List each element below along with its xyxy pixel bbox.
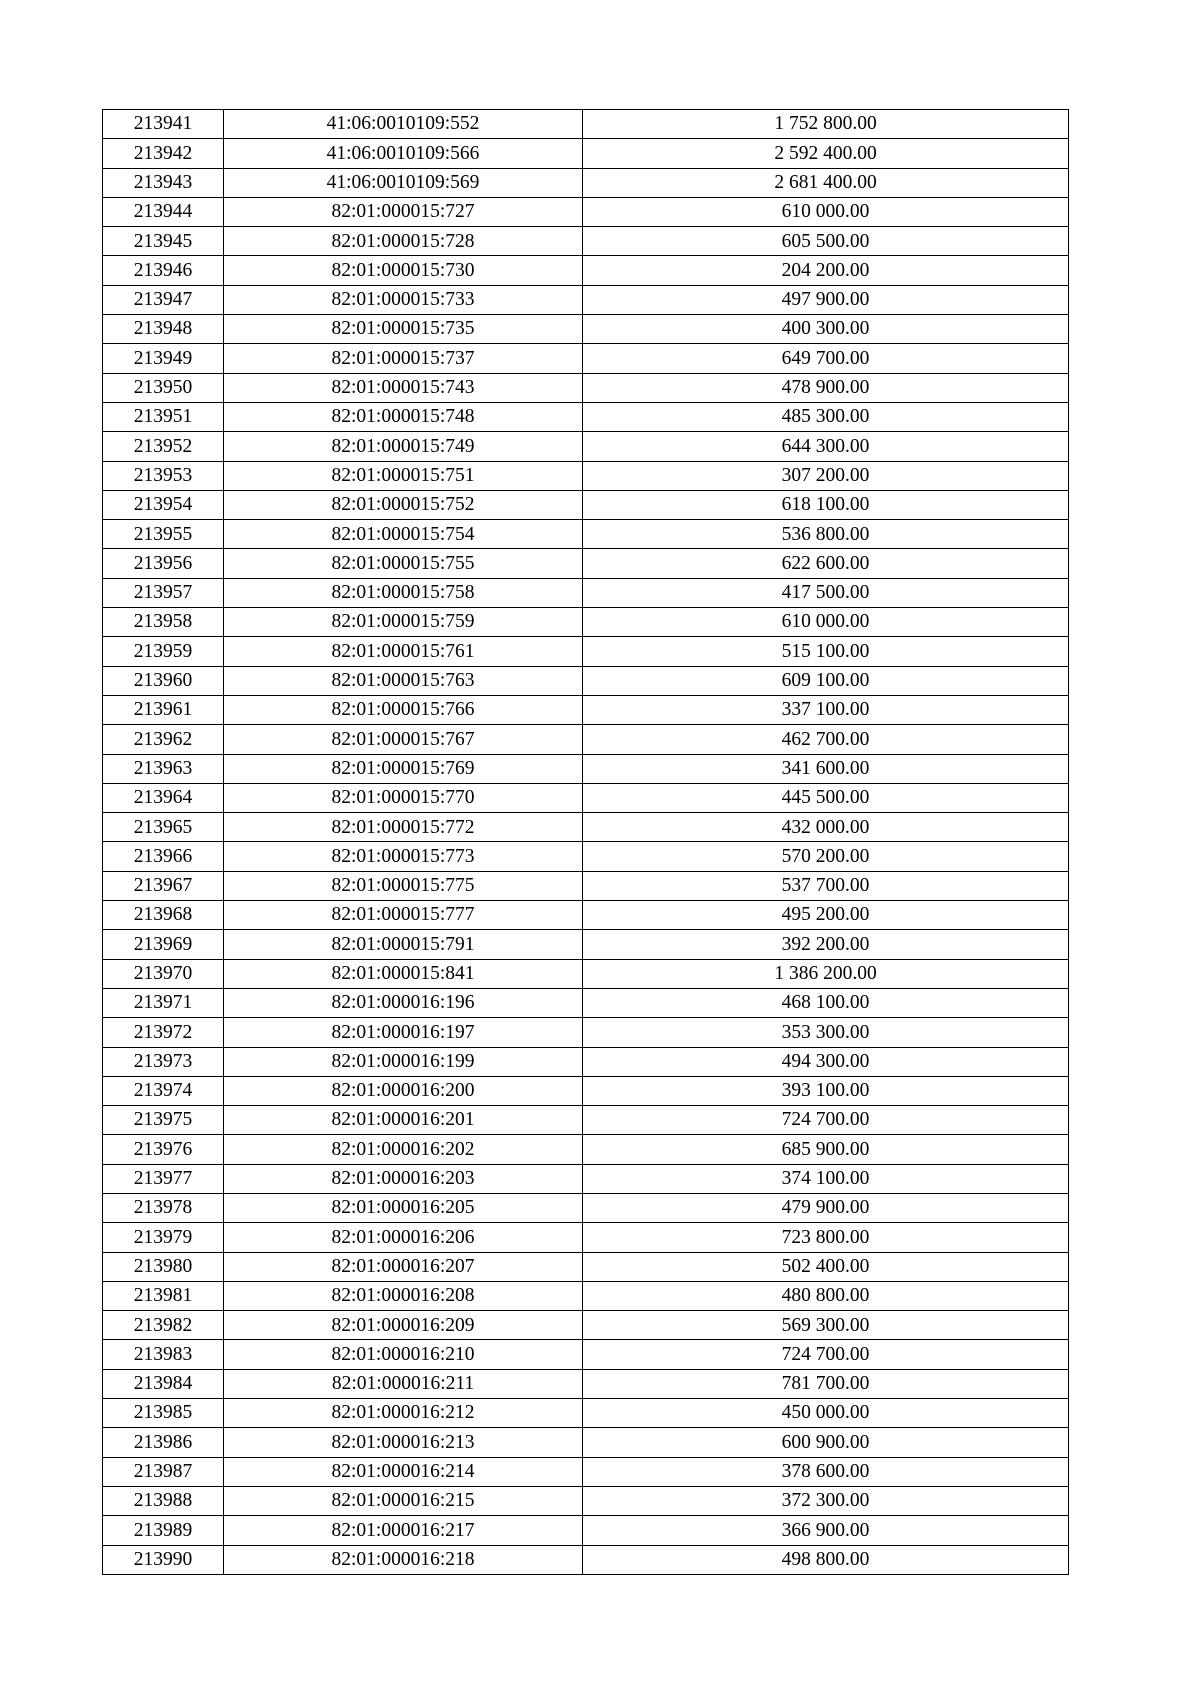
table-row [103, 930, 1069, 959]
cadastral-value-cell: 462 700.00 [583, 725, 1069, 754]
table-row [103, 1545, 1069, 1574]
cadastral-value-cell: 622 600.00 [583, 549, 1069, 578]
cadastral-number-cell: 82:01:000016:213 [224, 1428, 583, 1457]
cadastral-value-cell: 480 800.00 [583, 1281, 1069, 1310]
cadastral-number-cell: 82:01:000015:841 [224, 959, 583, 988]
table-row [103, 168, 1069, 197]
cadastral-number-cell: 82:01:000015:748 [224, 402, 583, 431]
cadastral-value-cell: 723 800.00 [583, 1223, 1069, 1252]
cadastral-number-cell: 82:01:000015:770 [224, 783, 583, 812]
row-number-cell: 213975 [103, 1106, 224, 1135]
cadastral-number-cell: 82:01:000015:730 [224, 256, 583, 285]
cadastral-number-cell: 82:01:000016:202 [224, 1135, 583, 1164]
row-number-cell: 213958 [103, 608, 224, 637]
table-row [103, 988, 1069, 1017]
cadastral-value-cell: 515 100.00 [583, 637, 1069, 666]
cadastral-number-cell: 41:06:0010109:566 [224, 139, 583, 168]
row-number-cell: 213955 [103, 520, 224, 549]
row-number-cell: 213971 [103, 988, 224, 1017]
cadastral-number-cell: 82:01:000015:761 [224, 637, 583, 666]
cadastral-number-cell: 82:01:000015:752 [224, 490, 583, 519]
row-number-cell: 213979 [103, 1223, 224, 1252]
cadastral-number-cell: 82:01:000016:206 [224, 1223, 583, 1252]
row-number-cell: 213978 [103, 1193, 224, 1222]
row-number-cell: 213968 [103, 901, 224, 930]
row-number-cell: 213943 [103, 168, 224, 197]
row-number-cell: 213977 [103, 1164, 224, 1193]
row-number-cell: 213969 [103, 930, 224, 959]
row-number-cell: 213972 [103, 1018, 224, 1047]
cadastral-number-cell: 41:06:0010109:569 [224, 168, 583, 197]
row-number-cell: 213946 [103, 256, 224, 285]
cadastral-value-cell: 307 200.00 [583, 461, 1069, 490]
row-number-cell: 213985 [103, 1399, 224, 1428]
cadastral-value-cell: 644 300.00 [583, 432, 1069, 461]
cadastral-number-cell: 82:01:000015:759 [224, 608, 583, 637]
cadastral-number-cell: 82:01:000016:207 [224, 1252, 583, 1281]
cadastral-value-cell: 432 000.00 [583, 813, 1069, 842]
row-number-cell: 213967 [103, 871, 224, 900]
table-row [103, 1018, 1069, 1047]
cadastral-value-cell: 502 400.00 [583, 1252, 1069, 1281]
table-row [103, 1428, 1069, 1457]
table-row [103, 344, 1069, 373]
row-number-cell: 213948 [103, 315, 224, 344]
cadastral-value-cell: 372 300.00 [583, 1486, 1069, 1515]
row-number-cell: 213953 [103, 461, 224, 490]
table-row [103, 256, 1069, 285]
cadastral-number-cell: 82:01:000015:751 [224, 461, 583, 490]
cadastral-number-cell: 82:01:000016:197 [224, 1018, 583, 1047]
table-row [103, 490, 1069, 519]
cadastral-value-cell: 494 300.00 [583, 1047, 1069, 1076]
cadastral-number-cell: 82:01:000016:208 [224, 1281, 583, 1310]
cadastral-value-cell: 392 200.00 [583, 930, 1069, 959]
cadastral-value-cell: 610 000.00 [583, 608, 1069, 637]
cadastral-number-cell: 82:01:000016:201 [224, 1106, 583, 1135]
table-row [103, 1252, 1069, 1281]
cadastral-number-cell: 82:01:000016:205 [224, 1193, 583, 1222]
cadastral-value-cell: 537 700.00 [583, 871, 1069, 900]
table-row [103, 901, 1069, 930]
row-number-cell: 213981 [103, 1281, 224, 1310]
row-number-cell: 213984 [103, 1369, 224, 1398]
cadastral-number-cell: 82:01:000015:763 [224, 666, 583, 695]
row-number-cell: 213987 [103, 1457, 224, 1486]
table-row [103, 1223, 1069, 1252]
table-row [103, 1486, 1069, 1515]
row-number-cell: 213960 [103, 666, 224, 695]
row-number-cell: 213982 [103, 1311, 224, 1340]
table-row [103, 1311, 1069, 1340]
cadastral-value-cell: 600 900.00 [583, 1428, 1069, 1457]
cadastral-value-cell: 495 200.00 [583, 901, 1069, 930]
cadastral-number-cell: 82:01:000015:733 [224, 285, 583, 314]
table-row [103, 520, 1069, 549]
cadastral-number-cell: 82:01:000016:200 [224, 1076, 583, 1105]
cadastral-number-cell: 82:01:000015:758 [224, 578, 583, 607]
cadastral-value-cell: 569 300.00 [583, 1311, 1069, 1340]
row-number-cell: 213942 [103, 139, 224, 168]
cadastral-value-cell: 353 300.00 [583, 1018, 1069, 1047]
cadastral-number-cell: 82:01:000015:766 [224, 695, 583, 724]
cadastral-value-cell: 610 000.00 [583, 197, 1069, 226]
cadastral-number-cell: 82:01:000015:755 [224, 549, 583, 578]
table-row [103, 1106, 1069, 1135]
row-number-cell: 213963 [103, 754, 224, 783]
row-number-cell: 213986 [103, 1428, 224, 1457]
table-row [103, 432, 1069, 461]
row-number-cell: 213970 [103, 959, 224, 988]
cadastral-value-cell: 445 500.00 [583, 783, 1069, 812]
cadastral-number-cell: 82:01:000016:210 [224, 1340, 583, 1369]
cadastral-number-cell: 82:01:000016:203 [224, 1164, 583, 1193]
cadastral-value-cell: 609 100.00 [583, 666, 1069, 695]
cadastral-value-cell: 536 800.00 [583, 520, 1069, 549]
cadastral-number-cell: 82:01:000016:214 [224, 1457, 583, 1486]
table-row [103, 1135, 1069, 1164]
cadastral-value-cell: 685 900.00 [583, 1135, 1069, 1164]
cadastral-value-cell: 1 752 800.00 [583, 110, 1069, 139]
cadastral-value-cell: 2 592 400.00 [583, 139, 1069, 168]
cadastral-number-cell: 82:01:000016:217 [224, 1516, 583, 1545]
cadastral-value-cell: 498 800.00 [583, 1545, 1069, 1574]
table-row [103, 842, 1069, 871]
row-number-cell: 213959 [103, 637, 224, 666]
table-row [103, 1516, 1069, 1545]
cadastral-value-cell: 1 386 200.00 [583, 959, 1069, 988]
row-number-cell: 213965 [103, 813, 224, 842]
row-number-cell: 213990 [103, 1545, 224, 1574]
table-row [103, 725, 1069, 754]
row-number-cell: 213973 [103, 1047, 224, 1076]
table-row [103, 1193, 1069, 1222]
table-row [103, 666, 1069, 695]
row-number-cell: 213988 [103, 1486, 224, 1515]
row-number-cell: 213966 [103, 842, 224, 871]
row-number-cell: 213983 [103, 1340, 224, 1369]
cadastral-value-cell: 618 100.00 [583, 490, 1069, 519]
cadastral-number-cell: 82:01:000015:754 [224, 520, 583, 549]
cadastral-number-cell: 82:01:000016:211 [224, 1369, 583, 1398]
table-row [103, 402, 1069, 431]
cadastral-value-cell: 400 300.00 [583, 315, 1069, 344]
cadastral-number-cell: 82:01:000015:777 [224, 901, 583, 930]
row-number-cell: 213989 [103, 1516, 224, 1545]
row-number-cell: 213980 [103, 1252, 224, 1281]
table-row [103, 1369, 1069, 1398]
table-row [103, 1457, 1069, 1486]
cadastral-number-cell: 82:01:000015:769 [224, 754, 583, 783]
cadastral-value-cell: 649 700.00 [583, 344, 1069, 373]
cadastral-number-cell: 82:01:000015:775 [224, 871, 583, 900]
row-number-cell: 213962 [103, 725, 224, 754]
cadastral-number-cell: 82:01:000015:772 [224, 813, 583, 842]
cadastral-number-cell: 82:01:000016:218 [224, 1545, 583, 1574]
cadastral-value-cell: 417 500.00 [583, 578, 1069, 607]
cadastral-value-cell: 2 681 400.00 [583, 168, 1069, 197]
row-number-cell: 213964 [103, 783, 224, 812]
table-row [103, 1340, 1069, 1369]
table-body [103, 110, 1069, 1575]
table-row [103, 285, 1069, 314]
row-number-cell: 213941 [103, 110, 224, 139]
cadastral-value-table [102, 109, 1069, 1575]
table-row [103, 549, 1069, 578]
cadastral-value-cell: 374 100.00 [583, 1164, 1069, 1193]
table-row [103, 373, 1069, 402]
cadastral-number-cell: 82:01:000015:727 [224, 197, 583, 226]
table-row [103, 959, 1069, 988]
cadastral-value-cell: 378 600.00 [583, 1457, 1069, 1486]
cadastral-number-cell: 82:01:000015:737 [224, 344, 583, 373]
row-number-cell: 213976 [103, 1135, 224, 1164]
cadastral-value-cell: 366 900.00 [583, 1516, 1069, 1545]
cadastral-number-cell: 82:01:000016:215 [224, 1486, 583, 1515]
table-row [103, 1399, 1069, 1428]
cadastral-number-cell: 82:01:000015:749 [224, 432, 583, 461]
cadastral-number-cell: 82:01:000015:791 [224, 930, 583, 959]
row-number-cell: 213950 [103, 373, 224, 402]
row-number-cell: 213945 [103, 227, 224, 256]
cadastral-value-cell: 478 900.00 [583, 373, 1069, 402]
cadastral-number-cell: 82:01:000016:209 [224, 1311, 583, 1340]
table-row [103, 1047, 1069, 1076]
table-row [103, 608, 1069, 637]
cadastral-number-cell: 82:01:000015:767 [224, 725, 583, 754]
table-row [103, 578, 1069, 607]
table-row [103, 783, 1069, 812]
cadastral-value-cell: 724 700.00 [583, 1340, 1069, 1369]
row-number-cell: 213957 [103, 578, 224, 607]
table-row [103, 110, 1069, 139]
cadastral-value-cell: 337 100.00 [583, 695, 1069, 724]
cadastral-value-cell: 570 200.00 [583, 842, 1069, 871]
row-number-cell: 213952 [103, 432, 224, 461]
table-row [103, 197, 1069, 226]
cadastral-number-cell: 82:01:000016:212 [224, 1399, 583, 1428]
table-row [103, 871, 1069, 900]
table-row [103, 461, 1069, 490]
table-row [103, 637, 1069, 666]
table-row [103, 754, 1069, 783]
cadastral-value-cell: 781 700.00 [583, 1369, 1069, 1398]
cadastral-value-cell: 605 500.00 [583, 227, 1069, 256]
cadastral-value-cell: 468 100.00 [583, 988, 1069, 1017]
row-number-cell: 213954 [103, 490, 224, 519]
table-row [103, 1281, 1069, 1310]
table-row [103, 1164, 1069, 1193]
cadastral-value-cell: 485 300.00 [583, 402, 1069, 431]
row-number-cell: 213951 [103, 402, 224, 431]
cadastral-value-cell: 724 700.00 [583, 1106, 1069, 1135]
cadastral-number-cell: 82:01:000015:735 [224, 315, 583, 344]
cadastral-value-cell: 393 100.00 [583, 1076, 1069, 1105]
table-row [103, 813, 1069, 842]
cadastral-number-cell: 82:01:000015:728 [224, 227, 583, 256]
cadastral-number-cell: 82:01:000016:199 [224, 1047, 583, 1076]
table-row [103, 695, 1069, 724]
row-number-cell: 213947 [103, 285, 224, 314]
row-number-cell: 213944 [103, 197, 224, 226]
cadastral-value-cell: 204 200.00 [583, 256, 1069, 285]
cadastral-number-cell: 82:01:000016:196 [224, 988, 583, 1017]
row-number-cell: 213949 [103, 344, 224, 373]
table-row [103, 139, 1069, 168]
cadastral-value-cell: 497 900.00 [583, 285, 1069, 314]
table-row [103, 315, 1069, 344]
cadastral-number-cell: 82:01:000015:773 [224, 842, 583, 871]
cadastral-value-cell: 450 000.00 [583, 1399, 1069, 1428]
table-row [103, 227, 1069, 256]
cadastral-number-cell: 41:06:0010109:552 [224, 110, 583, 139]
row-number-cell: 213956 [103, 549, 224, 578]
cadastral-number-cell: 82:01:000015:743 [224, 373, 583, 402]
row-number-cell: 213961 [103, 695, 224, 724]
table-row [103, 1076, 1069, 1105]
cadastral-value-cell: 479 900.00 [583, 1193, 1069, 1222]
cadastral-value-cell: 341 600.00 [583, 754, 1069, 783]
row-number-cell: 213974 [103, 1076, 224, 1105]
